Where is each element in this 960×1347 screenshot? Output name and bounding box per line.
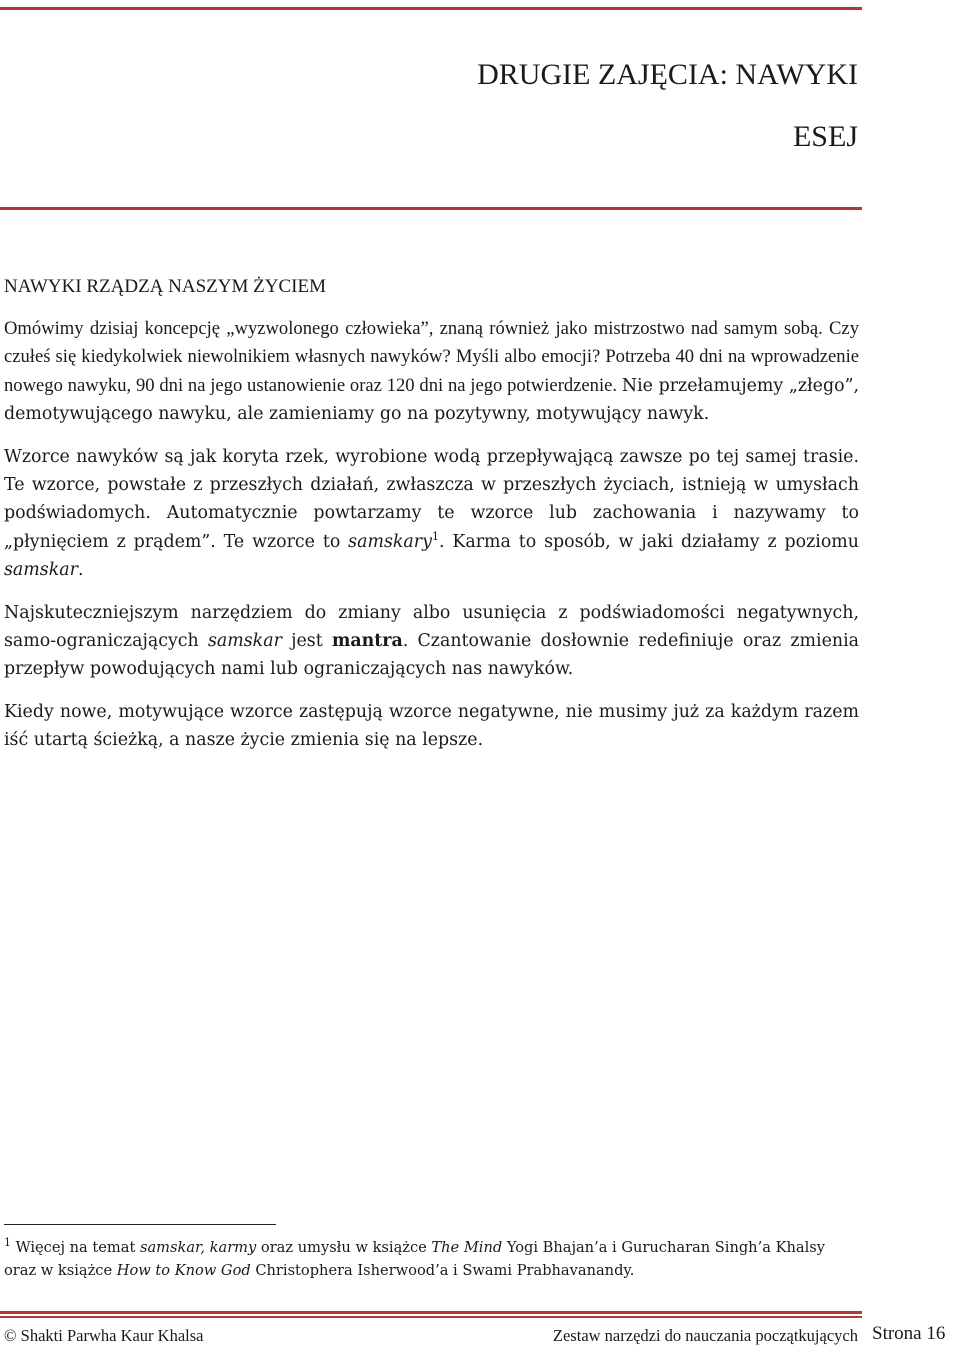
- footnote-separator: [4, 1224, 276, 1225]
- paragraph-2-text-c: .: [77, 560, 84, 581]
- footnote-text-4: Christophera Isherwood’a i Swami Prabhavanandy.: [250, 1262, 635, 1279]
- footnote-italic-3: How to Know God: [116, 1262, 251, 1279]
- paragraph-2-text-b: . Karma to sposób, w jaki działamy z poziomu: [438, 531, 859, 552]
- footnote-italic-2: The Mind: [431, 1239, 503, 1256]
- term-samskar: samskar: [4, 560, 78, 581]
- paragraph-1-text-a: Omówimy dzisiaj koncepcję „wyzwolonego człowieka”, znaną również jako mistrzostwo nad samym sobą. Czy czułeś się kiedykolwiek niewolnikiem własnych nawyków? Myśli albo emocji? Potrzeba 40 dni na wprowadzenie nowego nawyku, 90 dni na jego ustanowienie oraz 120 dni na jego potwierdzenie.: [4, 318, 859, 396]
- footnote-number: 1: [4, 1236, 11, 1250]
- paragraph-1-text-b: Nie przełamujemy „złego”, demotywującego nawyku, ale zamieniamy go na pozytywny, motywujący nawyk.: [4, 375, 859, 425]
- term-samskary: samskary: [348, 531, 432, 552]
- footnote: [4, 1236, 859, 1282]
- footnote-text-2: oraz umysłu w książce: [256, 1239, 432, 1256]
- footnote-text-3: Yogi Bhajan’a i Gurucharan Singh’a Khalsy oraz w książce: [4, 1239, 825, 1279]
- footer-page-number: Strona 16: [872, 1323, 946, 1344]
- paragraph-4: Kiedy nowe, motywujące wzorce zastępują wzorce negatywne, nie musimy już za każdym razem iść utartą ścieżką, a nasze życie zmienia się na lepsze.: [4, 701, 859, 751]
- footer-book-title: Zestaw narzędzi do nauczania początkujących: [552, 1326, 858, 1345]
- footnote-italic-1: samskar, karmy: [139, 1239, 257, 1256]
- header-bottom-rule: [0, 207, 862, 210]
- footer-rule-thick: [0, 1311, 862, 1314]
- paragraph-1: [4, 315, 859, 429]
- footnote-reference[interactable]: 1: [431, 530, 439, 544]
- paragraph-3-text-c: . Czantowanie dosłownie redefiniuje oraz zmienia przepływ powodujących nami lub ograniczających nas nawyków.: [4, 631, 860, 680]
- chapter-subtitle: ESEJ: [792, 120, 858, 153]
- paragraph-2-text-a: Wzorce nawyków są jak koryta rzek, wyrobione wodą przepływającą zawsze po tej samej trasie. Te wzorce, powstałe z przeszłych działań, zwłaszcza w przeszłych życiach, istnieją w umysłach podświadomych. Automatycznie powtarzamy te wzorce lub zachowania i nazywamy to „płynięciem z prądem”. Te wzorce to: [4, 446, 859, 552]
- paragraph-3-text-b: jest: [281, 631, 332, 652]
- header-top-rule: [0, 7, 862, 10]
- footer-rule-thin: [0, 1316, 862, 1318]
- section-heading: NAWYKI RZĄDZĄ NASZYM ŻYCIEM: [4, 276, 326, 297]
- chapter-title: DRUGIE ZAJĘCIA: NAWYKI: [477, 58, 858, 91]
- footer-copyright: © Shakti Parwha Kaur Khalsa: [4, 1326, 204, 1345]
- paragraph-3-text-a: Najskuteczniejszym narzędziem do zmiany albo usunięcia z podświadomości negatywnych, samo-ograniczających: [4, 602, 859, 652]
- essay-body: [4, 272, 859, 769]
- term-mantra: mantra: [331, 631, 403, 652]
- term-samskar-2: samskar: [207, 631, 282, 652]
- paragraph-2: [4, 443, 859, 585]
- paragraph-3: [4, 599, 859, 684]
- footnote-text-1: Więcej na temat: [11, 1239, 140, 1256]
